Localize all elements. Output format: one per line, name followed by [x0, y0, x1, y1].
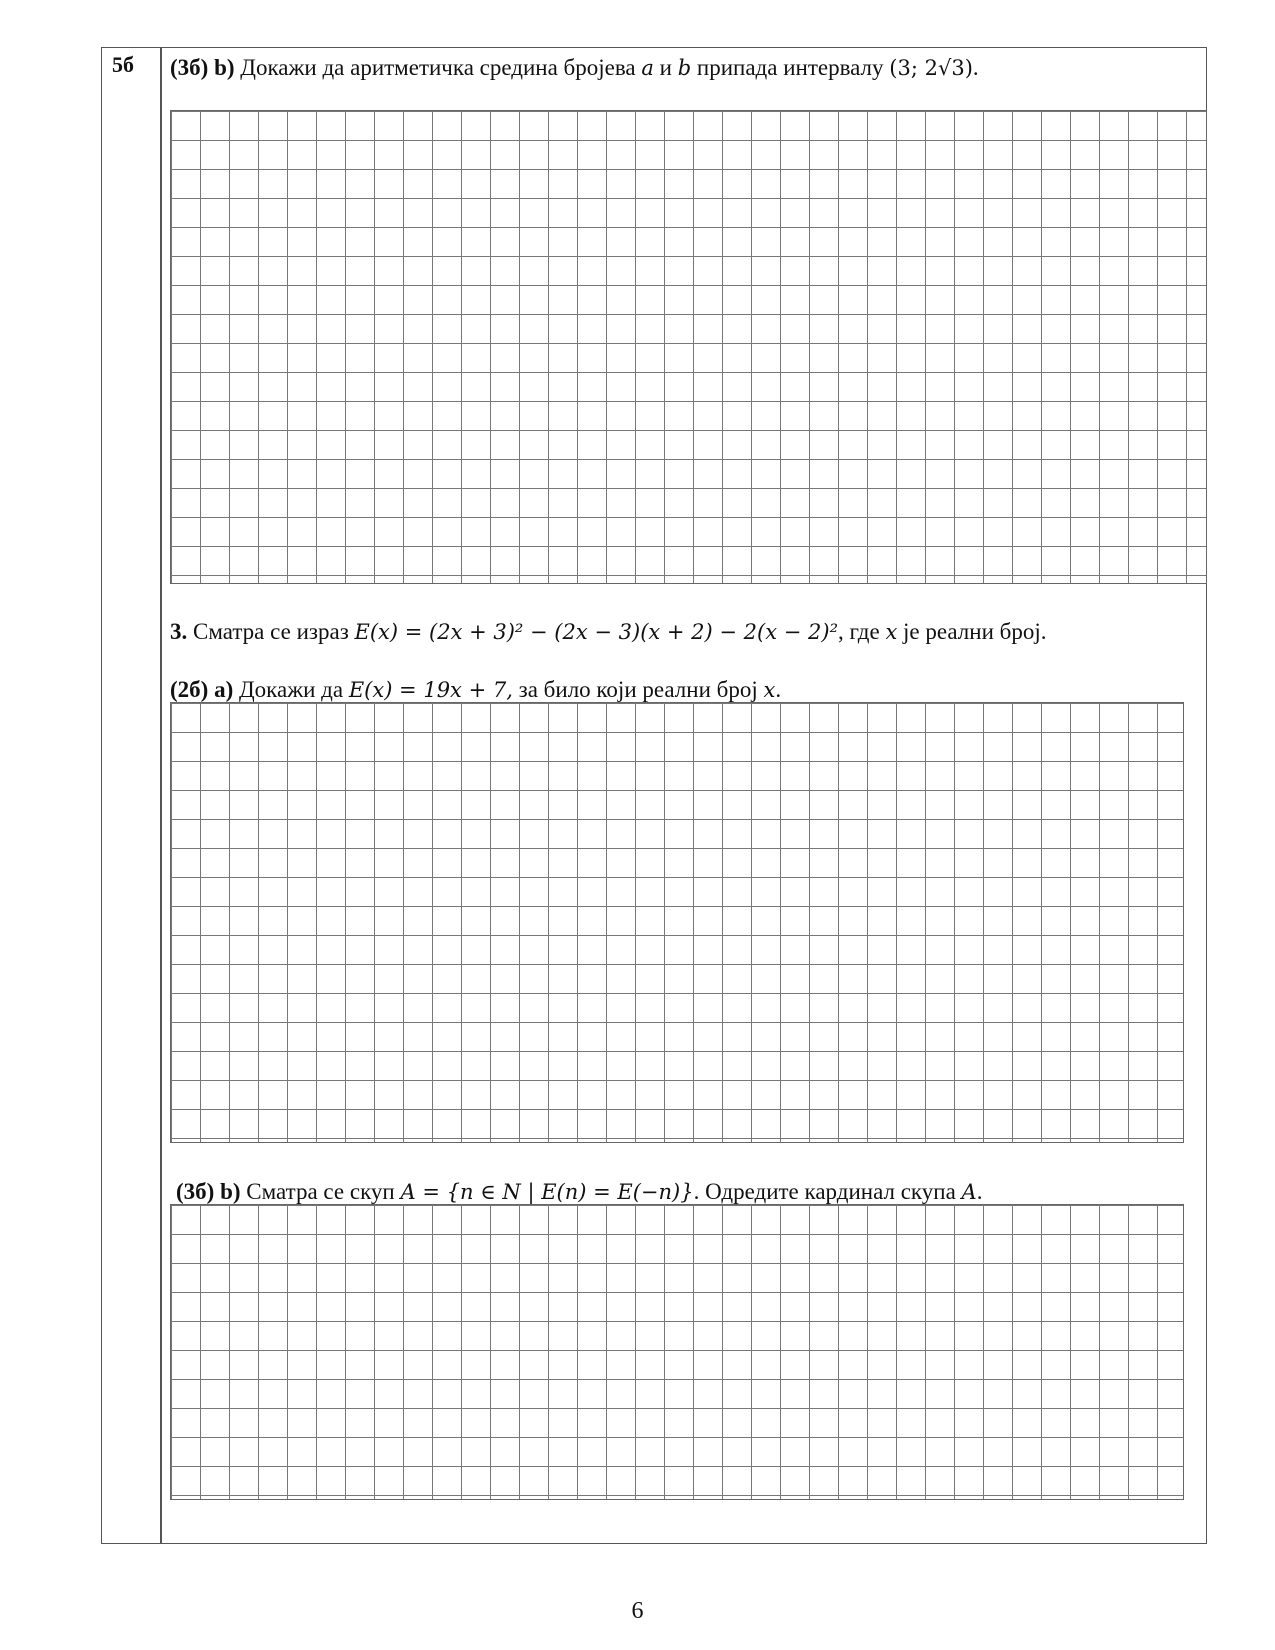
page-number: 6 — [631, 1598, 644, 1624]
column-divider — [160, 47, 162, 1544]
task-3-statement: 3. Сматра се израз E(x) = (2x + 3)² − (2x − 3)(x + 2) − 2(x − 2)², где x је реални број. — [170, 619, 1047, 644]
expression-formula: E(x) = 19x + 7, — [348, 678, 513, 702]
answer-grid-2b[interactable] — [170, 110, 1207, 584]
set-formula: A = {n ∈ N | E(n) = E(−n)} — [400, 1180, 694, 1204]
task-label: (3б) b) — [176, 1179, 241, 1204]
points-cell: 5б — [112, 52, 134, 77]
expression-formula: E(x) = (2x + 3)² − (2x − 3)(x + 2) − 2(x − 2)² — [354, 620, 838, 644]
task-2b-prompt: (3б) b) Докажи да аритметичка средина бројева a и b припада интервалу (3; 2√3). — [170, 55, 979, 80]
task-3a-prompt: (2б) а) Докажи да E(x) = 19x + 7, за било који реални број x. — [170, 677, 782, 702]
task-label: (2б) а) — [170, 677, 234, 702]
interval-formula: (3; 2√3) — [889, 56, 973, 80]
task-label: (3б) b) — [170, 55, 235, 80]
answer-grid-3a[interactable] — [170, 702, 1184, 1143]
answer-grid-3b[interactable] — [170, 1204, 1184, 1500]
task-label: 3. — [170, 619, 188, 644]
task-3b-prompt: (3б) b) Сматра се скуп A = {n ∈ N | E(n) = E(−n)}. Одредите кардинал скупа A. — [176, 1179, 983, 1204]
